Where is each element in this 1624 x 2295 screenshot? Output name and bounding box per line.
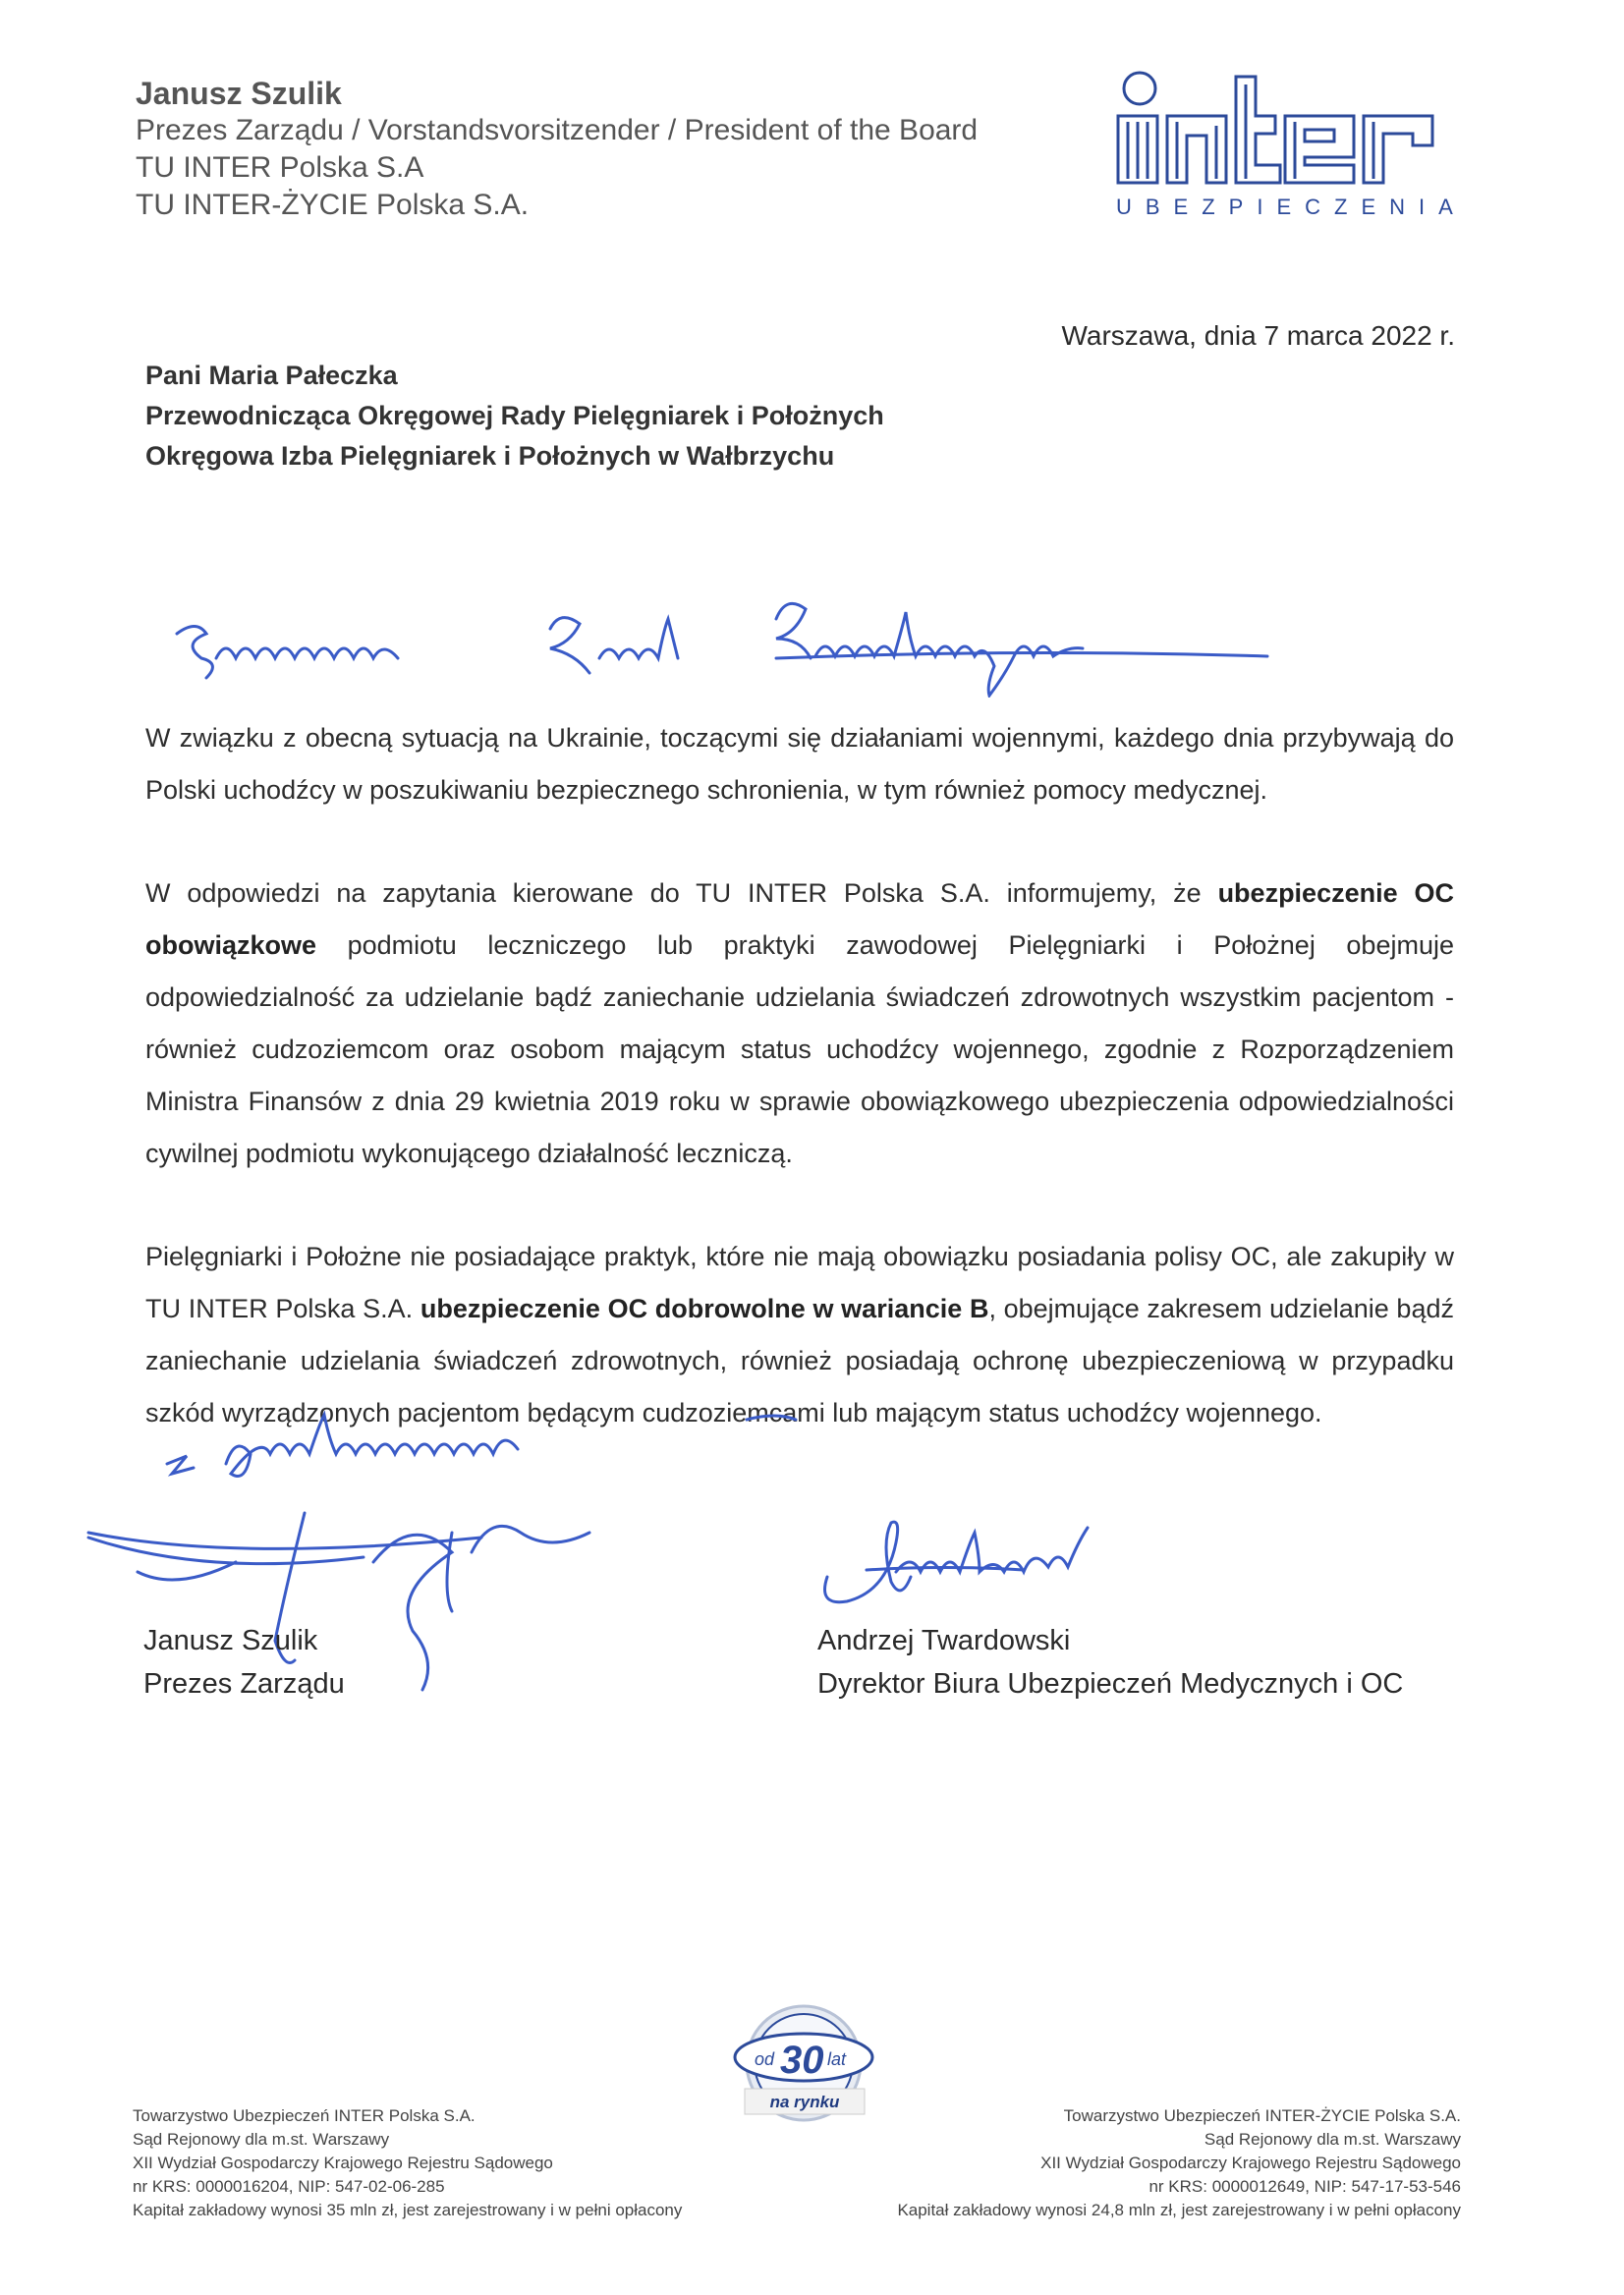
paragraph-2-part-c: podmiotu leczniczego lub praktyki zawodowej Pielęgniarki i Położnej obejmuje odpowiedzialność za udzielanie bądź zaniechanie udzielania świadczeń zdrowotnych wszystkim pacjentom - również cudzoziemcom oraz osobom mającym status uchodźcy wojennego, zgodnie z Rozporządzeniem Ministra Finansów z dnia 29 kwietnia 2019 roku w sprawie obowiązkowego ubezpieczenia odpowiedzialności cywilnej podmiotu wykonującego działalność leczniczą. [145, 930, 1454, 1168]
recipient-name: Pani Maria Pałeczka [145, 361, 398, 390]
signature-twardowski [808, 1503, 1161, 1621]
inter-wordmark-logo [1108, 67, 1482, 190]
letter-body [145, 712, 1454, 1490]
signer-2 [817, 1619, 1403, 1706]
sender-title: Prezes Zarządu / Vorstandsvorsitzender / President of the Board [136, 114, 979, 146]
badge-number: 30 [780, 2039, 824, 2082]
signature-twardowski-image [808, 1503, 1161, 1621]
badge-emblem [715, 2002, 892, 2130]
footer-left-line-4: nr KRS: 0000016204, NIP: 547-02-06-285 [133, 2177, 445, 2196]
salutation-handwriting-image [167, 589, 1326, 698]
signer-2-name: Andrzej Twardowski [817, 1625, 1071, 1656]
footer-inter-polska [133, 2104, 682, 2222]
signer-1-name: Janusz Szulik [143, 1625, 318, 1656]
recipient-org: Okręgowa Izba Pielęgniarek i Położnych w Wałbrzychu [145, 441, 835, 471]
badge-caption: na rynku [769, 2093, 840, 2111]
paragraph-2-bold: ubezpieczenie OC obowiązkowe [145, 878, 1455, 960]
paragraph-3-bold: ubezpieczenie OC dobrowolne w wariancie B [420, 1294, 989, 1323]
footer-right-line-2: Sąd Rejonowy dla m.st. Warszawy [1204, 2130, 1461, 2149]
paragraph-2-part-a: W odpowiedzi na zapytania kierowane do TU INTER Polska S.A. informujemy, że [145, 878, 1218, 908]
badge-prefix: od [755, 2049, 775, 2069]
signer-1-role: Prezes Zarządu [143, 1668, 345, 1700]
recipient-block [145, 356, 884, 476]
paragraph-2 [145, 868, 1454, 1180]
footer-right-line-3: XII Wydział Gospodarczy Krajowego Rejestru Sądowego [1040, 2154, 1461, 2172]
sender-name: Janusz Szulik [136, 76, 342, 111]
sender-block [136, 75, 978, 224]
sender-company-1: TU INTER Polska S.A [136, 151, 424, 184]
badge-suffix: lat [827, 2049, 847, 2069]
footer-right-line-5: Kapitał zakładowy wynosi 24,8 mln zł, jest zarejestrowany i w pełni opłacony [897, 2201, 1461, 2219]
letter-date: Warszawa, dnia 7 marca 2022 r. [1061, 320, 1455, 351]
signer-2-role: Dyrektor Biura Ubezpieczeń Medycznych i OC [817, 1668, 1404, 1700]
recipient-role: Przewodnicząca Okręgowej Rady Pielęgniarek i Położnych [145, 401, 884, 430]
paragraph-3-part-c: , obejmujące zakresem udzielanie bądź zaniechanie udzielania świadczeń zdrowotnych, również posiadają ochronę ubezpieczeniową w przypadku szkód wyrządzonych pacjentom będącym cudzoziemcami lub mającym status uchodźcy wojennego. [145, 1294, 1454, 1427]
paragraph-3-part-a: Pielęgniarki i Położne nie posiadające praktyk, które nie mają obowiązku posiadania polisy OC, ale zakupiły w TU INTER Polska S.A. [145, 1242, 1454, 1323]
signer-1 [143, 1619, 345, 1706]
30-years-badge [715, 2002, 892, 2130]
paragraph-1: W związku z obecną sytuacją na Ukrainie, toczącymi się działaniami wojennymi, każdego dnia przybywają do Polski uchodźcy w poszukiwaniu bezpiecznego schronienia, w tym również pomocy medycznej. [145, 723, 1454, 805]
inter-logo [1108, 67, 1482, 232]
footer-left-line-1: Towarzystwo Ubezpieczeń INTER Polska S.A. [133, 2106, 476, 2125]
logo-tagline: UBEZPIECZENIA [1116, 195, 1467, 219]
footer-left-line-2: Sąd Rejonowy dla m.st. Warszawy [133, 2130, 390, 2149]
footer-inter-zycie [897, 2104, 1461, 2222]
footer-right-line-4: nr KRS: 0000012649, NIP: 547-17-53-546 [1148, 2177, 1461, 2196]
sender-company-2: TU INTER-ŻYCIE Polska S.A. [136, 189, 530, 221]
footer-left-line-3: XII Wydział Gospodarczy Krajowego Rejestru Sądowego [133, 2154, 553, 2172]
footer-right-line-1: Towarzystwo Ubezpieczeń INTER-ŻYCIE Polska S.A. [1063, 2106, 1461, 2125]
footer-left-line-5: Kapitał zakładowy wynosi 35 mln zł, jest zarejestrowany i w pełni opłacony [133, 2201, 683, 2219]
handwritten-salutation [167, 589, 1326, 698]
